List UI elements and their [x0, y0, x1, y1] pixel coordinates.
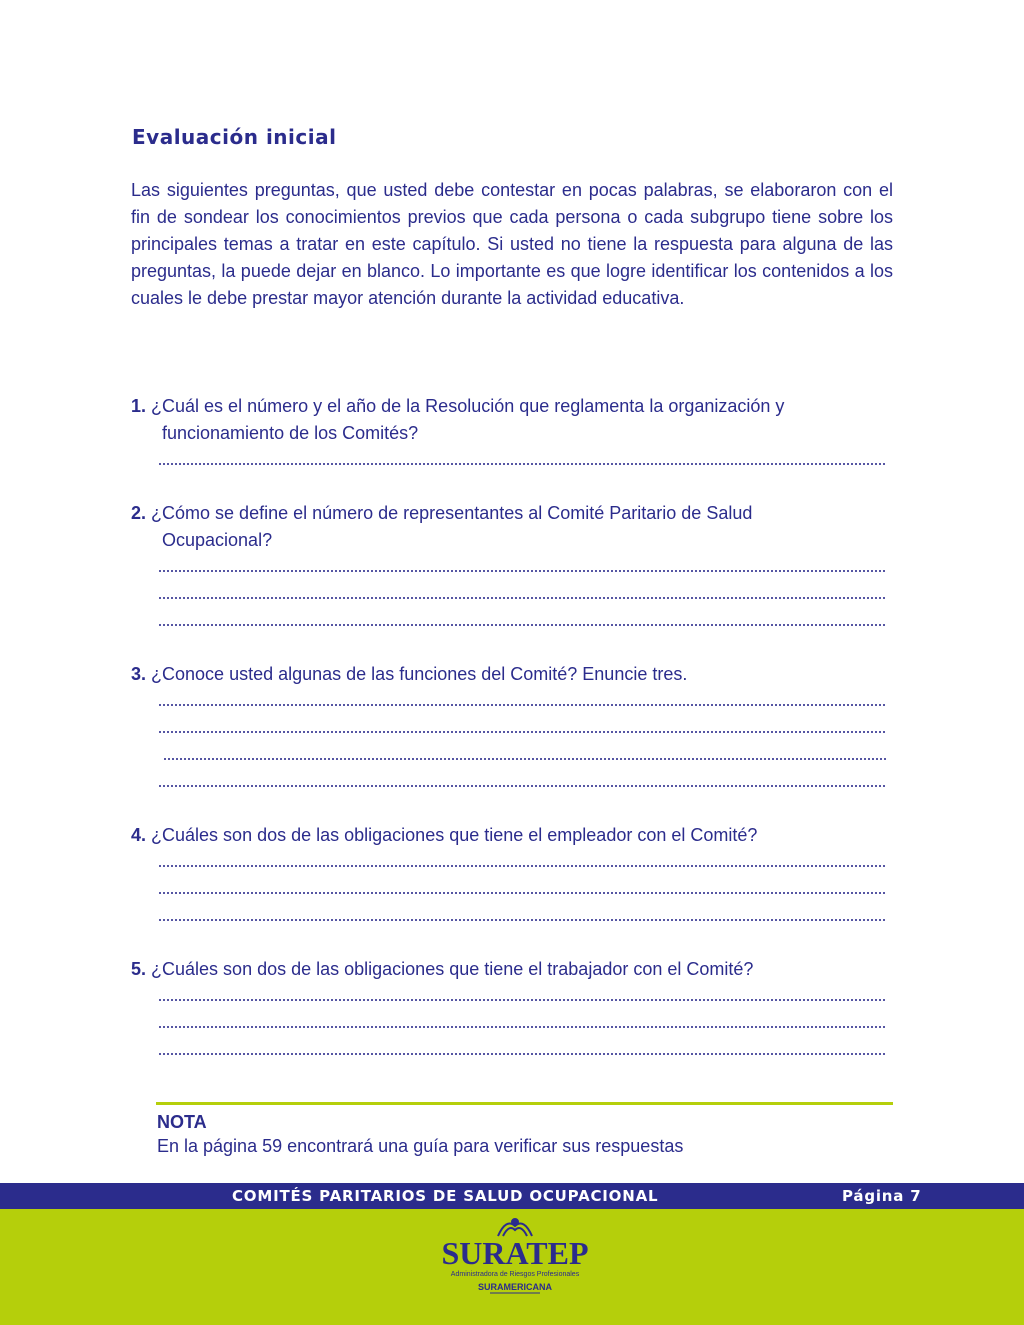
- logo-wordmark: SURATEP: [441, 1235, 589, 1271]
- question-1: [131, 393, 891, 447]
- question-text-continued: Ocupacional?: [162, 530, 273, 550]
- answer-line[interactable]: [158, 785, 887, 787]
- question-number: 4.: [131, 825, 147, 845]
- question-text: ¿Cuáles son dos de las obligaciones que tiene el empleador con el Comité?: [151, 825, 758, 845]
- answer-line[interactable]: [158, 463, 887, 465]
- question-text: ¿Cuáles son dos de las obligaciones que tiene el trabajador con el Comité?: [151, 959, 754, 979]
- question-number: 3.: [131, 664, 147, 684]
- answer-line[interactable]: [158, 624, 887, 626]
- question-5: [131, 956, 891, 983]
- note-divider: [156, 1102, 893, 1105]
- question-text: ¿Cómo se define el número de representantes al Comité Paritario de Salud: [151, 503, 753, 523]
- footer-title: COMITÉS PARITARIOS DE SALUD OCUPACIONAL: [232, 1187, 659, 1205]
- answer-line[interactable]: [158, 570, 887, 572]
- suratep-logo: [440, 1212, 590, 1304]
- logo-subbrand: SURAMERICANA: [478, 1282, 552, 1292]
- answer-line[interactable]: [158, 731, 887, 733]
- answer-line[interactable]: [163, 758, 887, 760]
- answer-line[interactable]: [158, 919, 887, 921]
- answer-line[interactable]: [158, 865, 887, 867]
- question-2: [131, 500, 891, 554]
- section-title: Evaluación inicial: [132, 125, 337, 149]
- answer-line[interactable]: [158, 1026, 887, 1028]
- page-number: Página 7: [842, 1187, 922, 1205]
- intro-paragraph: Las siguientes preguntas, que usted debe contestar en pocas palabras, se elaboraron con el fin de sondear los conocimientos previos que cada persona o cada subgrupo tiene sobre los principales temas a tratar en este capítulo. Si usted no tiene la respuesta para alguna de las preguntas, la puede dejar en blanco. Lo importante es que logre identificar los contenidos a los cuales le debe prestar mayor atención durante la actividad educativa.: [131, 180, 893, 308]
- question-number: 2.: [131, 503, 147, 523]
- answer-line[interactable]: [158, 892, 887, 894]
- question-number: 1.: [131, 396, 147, 416]
- answer-line[interactable]: [158, 704, 887, 706]
- question-4: [131, 822, 891, 849]
- logo-tagline: Administradora de Riesgos Profesionales: [450, 1271, 580, 1278]
- question-text: ¿Conoce usted algunas de las funciones del Comité? Enuncie tres.: [151, 664, 688, 684]
- answer-line[interactable]: [158, 597, 887, 599]
- question-number: 5.: [131, 959, 147, 979]
- question-3: [131, 661, 891, 688]
- question-text-continued: funcionamiento de los Comités?: [162, 423, 419, 443]
- bird-emblem-icon: [498, 1219, 532, 1236]
- note-text: En la página 59 encontrará una guía para verificar sus respuestas: [157, 1136, 684, 1156]
- note-title: NOTA: [157, 1112, 207, 1132]
- answer-line[interactable]: [158, 1053, 887, 1055]
- question-text: ¿Cuál es el número y el año de la Resolución que reglamenta la organización y: [151, 396, 785, 416]
- answer-line[interactable]: [158, 999, 887, 1001]
